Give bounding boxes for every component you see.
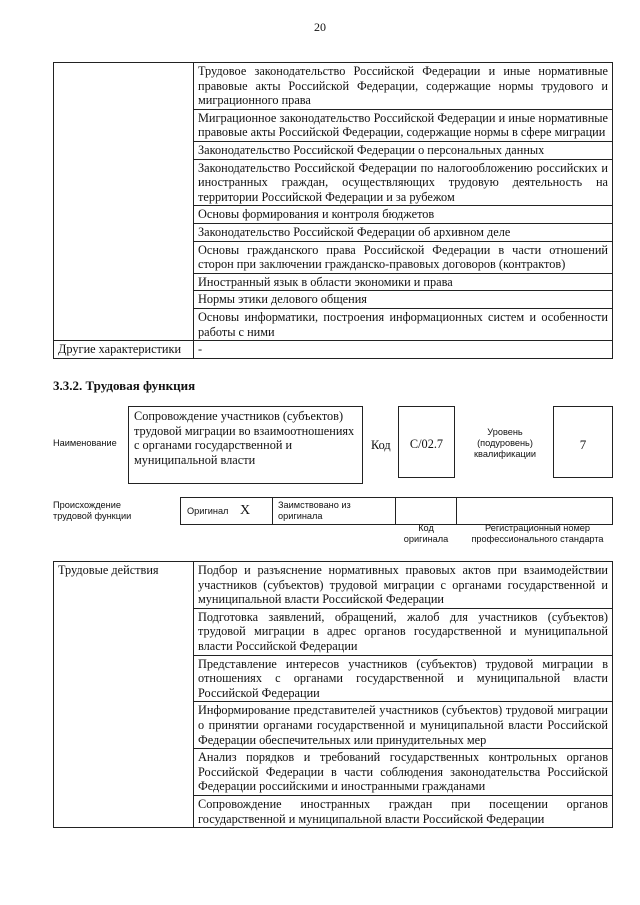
section-title: 3.3.2. Трудовая функция bbox=[53, 378, 196, 393]
labor-actions-label: Трудовые действия bbox=[54, 562, 194, 828]
original-cell bbox=[180, 497, 273, 525]
original-code-cell bbox=[395, 497, 457, 525]
reg-number-cell bbox=[456, 497, 613, 525]
labor-action-item: Анализ порядков и требований государственных контрольных органов Российской Федерации в части соблюдения законодательства Российской Федерации российскими и иностранными гражданами bbox=[194, 749, 613, 796]
table-row bbox=[54, 562, 613, 609]
labor-action-item: Представление интересов участников (субъектов) трудовой миграции в отношениях с органами государственной и муниципальной власти Российской Федерации bbox=[194, 655, 613, 702]
knowledge-item: Законодательство Российской Федерации об архивном деле bbox=[194, 223, 613, 241]
original-code-caption: Код оригинала bbox=[403, 523, 449, 544]
other-characteristics-value: - bbox=[194, 341, 613, 359]
page-number: 20 bbox=[314, 20, 326, 34]
table-row bbox=[54, 63, 613, 110]
knowledge-item: Законодательство Российской Федерации о персональных данных bbox=[194, 141, 613, 159]
knowledge-item: Основы информатики, построения информационных систем и особенности работы с ними bbox=[194, 308, 613, 340]
knowledge-item: Законодательство Российской Федерации по налогообложению российских и иностранных граждан, осуществляющих трудовую деятельность на территории Российской Федерации и за рубежом bbox=[194, 159, 613, 206]
origin-label: Происхождение трудовой функции bbox=[53, 500, 132, 521]
knowledge-item: Нормы этики делового общения bbox=[194, 291, 613, 309]
knowledge-table bbox=[53, 62, 613, 359]
knowledge-item: Основы формирования и контроля бюджетов bbox=[194, 206, 613, 224]
knowledge-item: Основы гражданского права Российской Федерации в части отношений сторон при заключении гражданско-правовых договоров (контрактов) bbox=[194, 241, 613, 273]
knowledge-item: Иностранный язык в области экономики и права bbox=[194, 273, 613, 291]
name-label: Наименование bbox=[53, 438, 117, 448]
level-label: Уровень (подуровень) квалификации bbox=[474, 427, 536, 459]
table-row bbox=[54, 341, 613, 359]
original-mark: X bbox=[240, 503, 251, 518]
knowledge-item: Трудовое законодательство Российской Федерации и иные нормативные правовые акты Российской Федерации, содержащие нормы трудового и миграционного права bbox=[194, 63, 613, 110]
code-value: C/02.7 bbox=[398, 406, 455, 478]
original-label: Оригинал bbox=[187, 506, 229, 516]
labor-action-item: Сопровождение иностранных граждан при посещении органов государственной и муниципальной власти Российской Федерации bbox=[194, 795, 613, 827]
borrowed-label: Заимствовано из оригинала bbox=[272, 497, 396, 525]
labor-action-item: Подготовка заявлений, обращений, жалоб для участников (субъектов) трудовой миграции в адрес органов государственной и муниципальной власти Российской Федерации bbox=[194, 608, 613, 655]
knowledge-item: Миграционное законодательство Российской Федерации и иные нормативные правовые акты Российской Федерации, содержащие нормы в сфере миграции bbox=[194, 109, 613, 141]
empty-label-cell bbox=[54, 63, 194, 341]
function-name-value: Сопровождение участников (субъектов) трудовой миграции во взаимоотношениях с органами государственной и муниципальной власти bbox=[128, 406, 363, 484]
other-characteristics-label: Другие характеристики bbox=[54, 341, 194, 359]
labor-action-item: Информирование представителей участников (субъектов) трудовой миграции о принятии органами государственной и муниципальной власти Российской Федерации обеспечительных или принудительных мер bbox=[194, 702, 613, 749]
level-value: 7 bbox=[553, 406, 613, 478]
code-label: Код bbox=[371, 438, 391, 452]
reg-number-caption: Регистрационный номер профессионального стандарта bbox=[471, 523, 604, 544]
labor-action-item: Подбор и разъяснение нормативных правовых актов при взаимодействии участников (субъектов) трудовой миграции с органами государственной и муниципальной власти Российской Федерации bbox=[194, 562, 613, 609]
labor-actions-table bbox=[53, 561, 613, 828]
